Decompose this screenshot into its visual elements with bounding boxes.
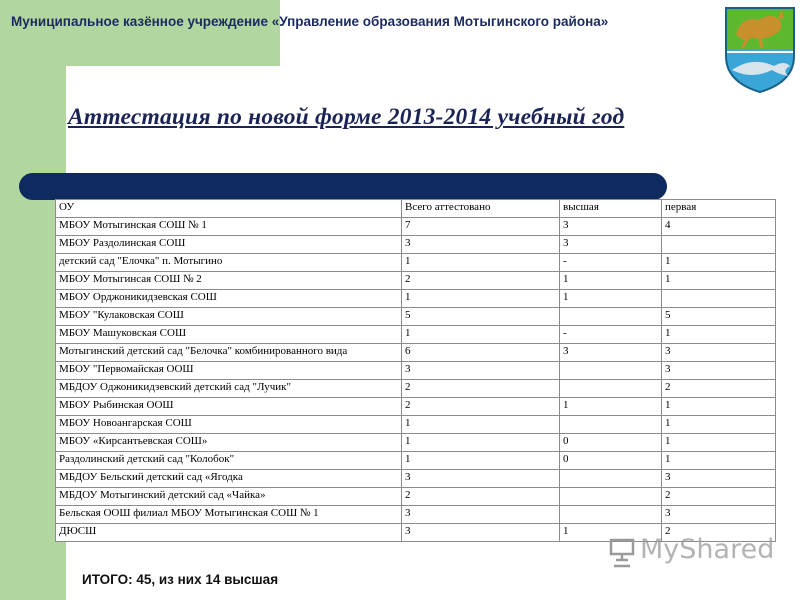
table-cell: 1 [662,254,776,272]
total-summary: ИТОГО: 45, из них 14 высшая [82,572,279,587]
table-row [56,470,776,488]
table-cell: 3 [662,362,776,380]
table-cell: 5 [402,308,560,326]
table-cell: 3 [402,236,560,254]
table-row [56,344,776,362]
organization-header: Муниципальное казённое учреждение «Управление образования Мотыгинского района» [11,14,609,29]
table-cell: МБДОУ Бельский детский сад «Ягодка [56,470,402,488]
table-cell: 1 [560,272,662,290]
table-cell: ДЮСШ [56,524,402,542]
table-cell [560,470,662,488]
table-cell: 0 [560,434,662,452]
attestation-table-body [56,200,776,542]
table-cell [662,236,776,254]
column-header: ОУ [56,200,402,218]
table-cell: 1 [402,416,560,434]
table-cell [560,380,662,398]
table-row [56,218,776,236]
table-cell: 3 [560,344,662,362]
table-cell: 1 [662,416,776,434]
table-cell: 1 [402,434,560,452]
table-cell: 0 [560,452,662,470]
table-cell: Бельская ООШ филиал МБОУ Мотыгинская СОШ № 1 [56,506,402,524]
table-row [56,272,776,290]
table-cell: 3 [662,470,776,488]
table-cell: Мотыгинский детский сад "Белочка" комбинированного вида [56,344,402,362]
column-header: первая [662,200,776,218]
table-cell: 1 [402,326,560,344]
table-cell: 6 [402,344,560,362]
table-cell: 1 [560,290,662,308]
table-cell: 3 [560,236,662,254]
table-cell: МБДОУ Оджоникидзевский детский сад "Лучик" [56,380,402,398]
table-cell: МБОУ «Кирсантьевская СОШ» [56,434,402,452]
table-cell: - [560,326,662,344]
table-row [56,254,776,272]
table-cell: 3 [662,344,776,362]
table-cell: 3 [402,470,560,488]
table-cell: - [560,254,662,272]
table-cell: 3 [402,524,560,542]
table-cell: 2 [662,380,776,398]
table-cell: МБОУ Раздолинская СОШ [56,236,402,254]
table-cell: 1 [662,326,776,344]
table-cell: 1 [662,434,776,452]
table-cell [560,308,662,326]
myshared-logo-icon [608,536,636,568]
table-cell: 1 [402,452,560,470]
table-row [56,236,776,254]
table-row [56,290,776,308]
table-cell: 3 [402,506,560,524]
table-cell: МБОУ Рыбинская ООШ [56,398,402,416]
table-cell: 3 [560,218,662,236]
table-row [56,398,776,416]
table-row [56,326,776,344]
table-cell: 2 [402,380,560,398]
table-cell: 1 [662,272,776,290]
table-cell: МБОУ Машуковская СОШ [56,326,402,344]
table-cell: МБОУ "Первомайская ООШ [56,362,402,380]
table-cell: 1 [402,290,560,308]
table-cell [560,416,662,434]
table-cell: МБОУ "Кулаковская СОШ [56,308,402,326]
table-cell: 3 [402,362,560,380]
table-row [56,380,776,398]
column-header: Всего аттестовано [402,200,560,218]
table-cell: детский сад "Елочка" п. Мотыгино [56,254,402,272]
column-header: высшая [560,200,662,218]
table-row [56,506,776,524]
table-cell: МБОУ Новоангарская СОШ [56,416,402,434]
table-cell [662,290,776,308]
table-row [56,452,776,470]
table-cell: 2 [662,488,776,506]
table-cell: 2 [402,272,560,290]
table-cell: 7 [402,218,560,236]
table-row [56,488,776,506]
page-title: Аттестация по новой форме 2013-2014 учебный год [68,104,625,130]
table-cell [560,506,662,524]
table-cell: 2 [662,524,776,542]
table-cell: МБОУ Мотыгинсая СОШ № 2 [56,272,402,290]
table-row [56,416,776,434]
table-header-row [56,200,776,218]
table-cell: 3 [662,506,776,524]
table-row [56,308,776,326]
title-underbar [19,173,667,200]
table-cell: 2 [402,398,560,416]
table-row [56,434,776,452]
table-cell: МБОУ Орджоникидзевская СОШ [56,290,402,308]
table-cell: 4 [662,218,776,236]
table-cell: 1 [560,524,662,542]
table-cell: 5 [662,308,776,326]
table-cell [560,488,662,506]
table-cell: 1 [662,452,776,470]
table-cell: МБОУ Мотыгинская СОШ № 1 [56,218,402,236]
table-cell: 1 [560,398,662,416]
table-cell: 1 [402,254,560,272]
attestation-table [55,199,776,542]
coat-of-arms-icon [722,4,798,94]
table-cell: Раздолинский детский сад "Колобок" [56,452,402,470]
table-row [56,362,776,380]
table-cell: 2 [402,488,560,506]
watermark: MyShared [640,534,775,565]
table-cell [560,362,662,380]
table-cell: МБДОУ Мотыгинский детский сад «Чайка» [56,488,402,506]
table-cell: 1 [662,398,776,416]
